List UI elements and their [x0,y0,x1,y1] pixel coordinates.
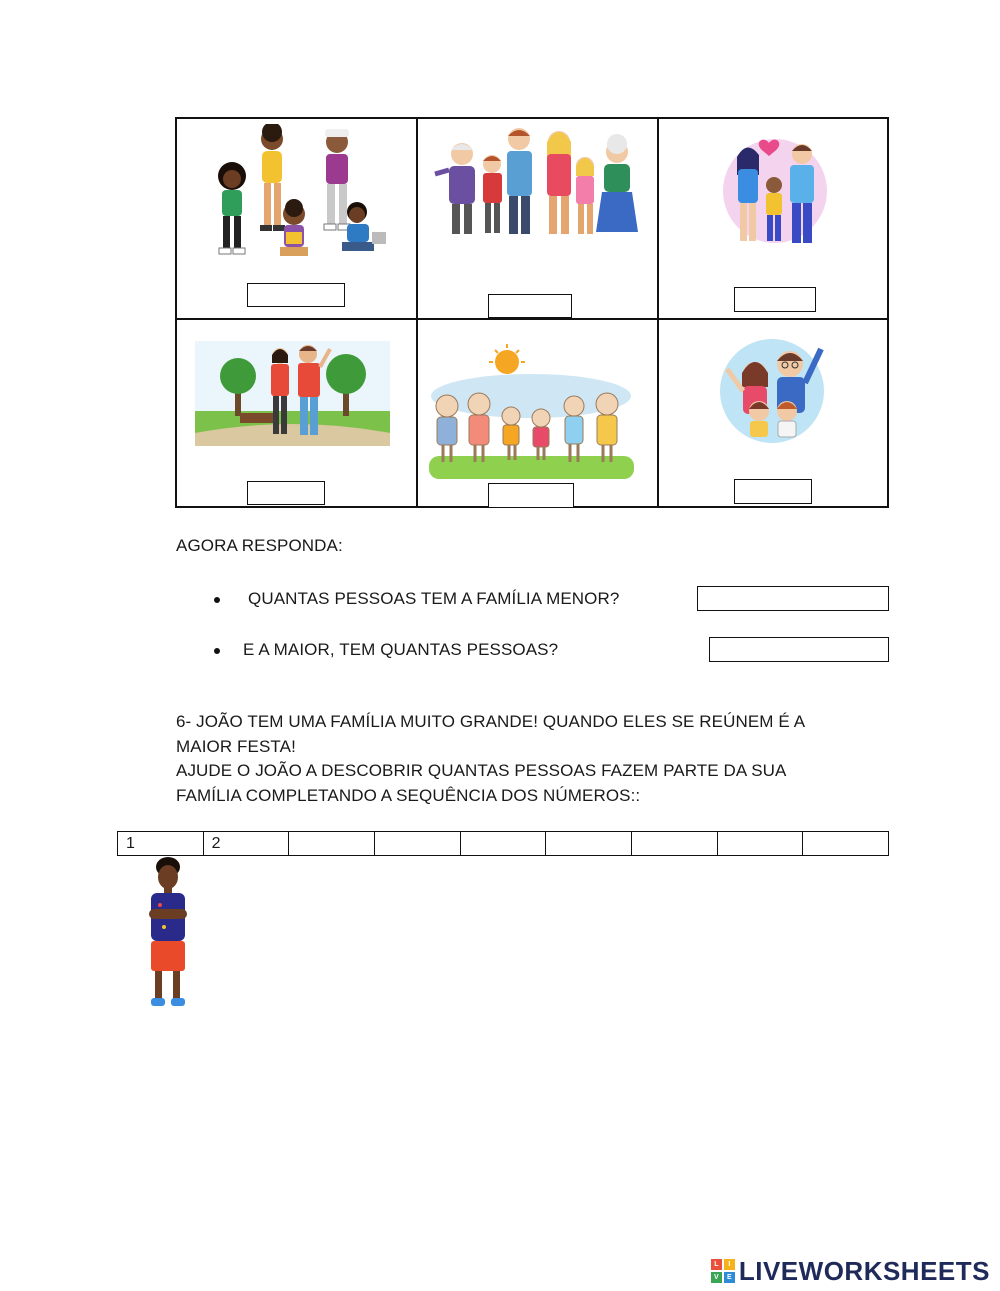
child-figure [324,129,350,230]
grid-divider [416,119,418,506]
grid-divider [177,318,887,320]
answer-box[interactable] [247,283,345,307]
question-largest-family: E A MAIOR, TEM QUANTAS PESSOAS? [243,640,559,659]
parents-and-child-picture [717,129,832,254]
bullet-point [214,648,220,654]
grid-divider [657,119,659,506]
child-figure [342,202,386,251]
sequence-input-cell[interactable] [632,832,718,855]
grandmother-figure [596,134,638,232]
couple-in-park-picture [195,341,390,446]
logo-icon [711,1259,735,1283]
sequence-cell: 2 [204,832,290,855]
father-figure [507,128,532,234]
exercise-6-line: MAIOR FESTA! [176,737,296,756]
bullet-point [214,597,220,603]
sequence-input-cell[interactable] [289,832,375,855]
number-sequence-row [117,831,889,856]
exercise-6-line: AJUDE O JOÃO A DESCOBRIR QUANTAS PESSOAS FAZEM PARTE DA SUA [176,761,787,780]
answer-box[interactable] [488,483,574,508]
logo-square: E [724,1272,735,1283]
family-of-four-picture [717,329,827,449]
answer-box[interactable] [247,481,325,505]
prompt-heading: AGORA RESPONDA: [176,536,343,555]
logo-square: I [724,1259,735,1270]
logo-square: L [711,1259,722,1270]
child-figure [483,155,502,233]
child-figure [576,157,594,234]
grandparents-and-children-picture [429,344,634,479]
logo-square: V [711,1272,722,1283]
sequence-input-cell[interactable] [546,832,632,855]
sequence-input-cell[interactable] [718,832,804,855]
sun-icon [489,344,525,374]
exercise-6-line: FAMÍLIA COMPLETANDO A SEQUÊNCIA DOS NÚMEROS:: [176,786,641,805]
grandfather-figure [435,143,475,234]
answer-box[interactable] [488,294,572,318]
family-picture-grid [175,117,889,508]
sequence-input-cell[interactable] [803,832,888,855]
liveworksheets-logo [711,1257,990,1285]
sequence-input-cell[interactable] [461,832,547,855]
sequence-cell: 1 [118,832,204,855]
joao-boy-picture [140,855,195,1010]
smallest-family-answer-input[interactable] [697,586,889,611]
child-figure [218,162,246,254]
answer-box[interactable] [734,479,812,504]
five-children-picture [202,124,397,264]
sequence-input-cell[interactable] [375,832,461,855]
question-smallest-family: QUANTAS PESSOAS TEM A FAMÍLIA MENOR? [248,589,620,608]
park-bench [240,413,275,423]
exercise-6-line: 6- JOÃO TEM UMA FAMÍLIA MUITO GRANDE! QUANDO ELES SE REÚNEM É A [176,712,806,731]
child-figure [260,124,285,231]
largest-family-answer-input[interactable] [709,637,889,662]
logo-text: LIVEWORKSHEETS [738,1255,990,1286]
three-generation-family-picture [427,124,647,244]
mother-figure [547,131,571,234]
answer-box[interactable] [734,287,816,312]
